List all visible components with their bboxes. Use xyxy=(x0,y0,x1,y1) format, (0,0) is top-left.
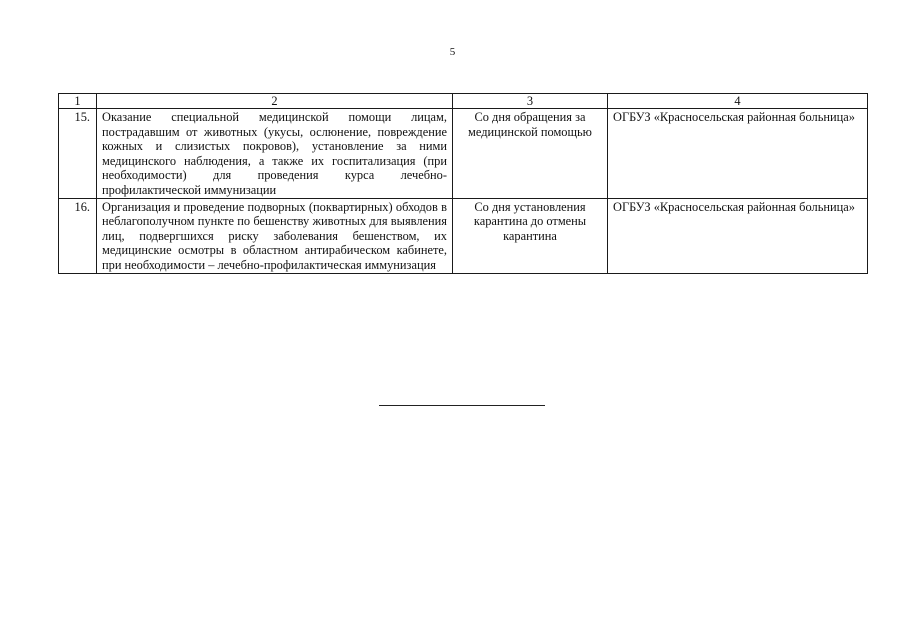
column-header-number: 1 xyxy=(59,94,97,109)
column-header-description: 2 xyxy=(97,94,453,109)
table-header-row xyxy=(59,94,868,109)
row-description: Оказание специальной медицинской помощи лицам, пострадавшим от животных (укусы, ослюнение, повреждение кожных и слизистых покровов), установление за ними медицинского наблюдения, а также их госпитализация (при необходимости) для проведения курса лечебно-профилактической иммунизации xyxy=(97,109,453,199)
measures-table xyxy=(58,93,868,274)
row-description: Организация и проведение подворных (поквартирных) обходов в неблагополучном пункте по бешенству животных для выявления лиц, подвергшихся риску заболевания бешенством, их медицинские осмотры в областном антирабическом кабинете, при необходимости – лечебно-профилактическая иммунизация xyxy=(97,198,453,273)
table-row xyxy=(59,198,868,273)
row-number: 15. xyxy=(59,109,97,199)
table-row xyxy=(59,109,868,199)
row-number: 16. xyxy=(59,198,97,273)
page-number: 5 xyxy=(449,46,456,58)
end-separator-line xyxy=(379,405,545,406)
row-term: Со дня обращения за медицинской помощью xyxy=(453,109,608,199)
column-header-executor: 4 xyxy=(608,94,868,109)
row-executor: ОГБУЗ «Красносельская районная больница» xyxy=(608,198,868,273)
column-header-term: 3 xyxy=(453,94,608,109)
row-term: Со дня установления карантина до отмены карантина xyxy=(453,198,608,273)
row-executor: ОГБУЗ «Красносельская районная больница» xyxy=(608,109,868,199)
